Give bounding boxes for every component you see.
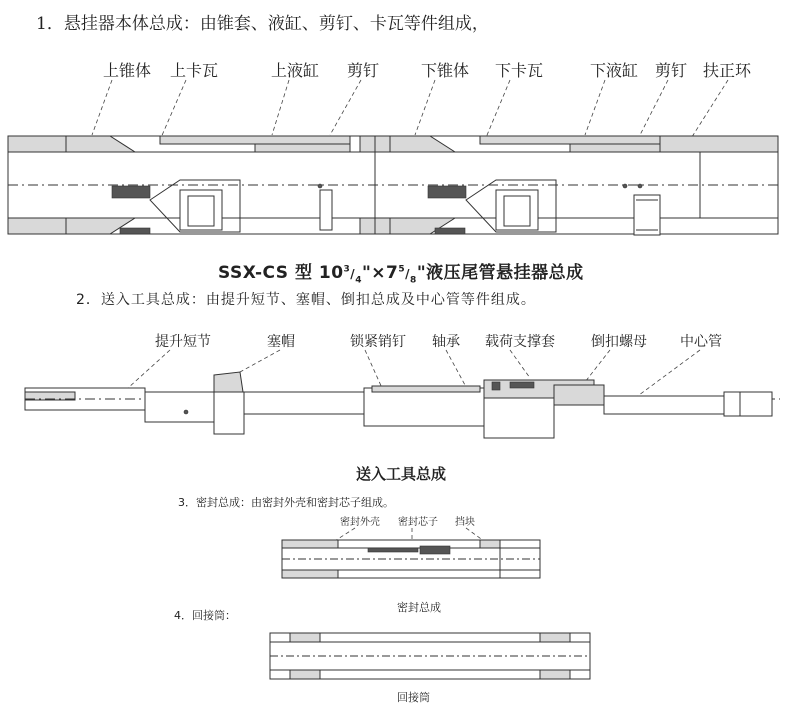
section3-heading: 3．密封总成：由密封外壳和密封芯子组成。 xyxy=(178,496,394,509)
hanger-caption-suffix: "液压尾管悬挂器总成 xyxy=(416,263,584,283)
label-lower-slip: 下卡瓦 xyxy=(495,61,544,80)
label-bearing: 轴承 xyxy=(432,334,460,350)
label-upper-cone: 上锥体 xyxy=(103,61,152,80)
hanger-caption-prefix: SSX-CS 型 10 xyxy=(218,263,344,283)
label-lift-sub: 提升短节 xyxy=(155,334,211,350)
label-shear-pin-1: 剪钉 xyxy=(347,61,380,80)
hanger-caption: SSX-CS 型 $10^3/_4"\times 7^5/_8$"液压尾管悬挂器总成 xyxy=(218,263,584,286)
tieback-caption: 回接筒 xyxy=(397,691,430,704)
hanger-caption-frac1-num: 3 xyxy=(343,264,351,275)
running-tool-caption: 送入工具总成 xyxy=(356,465,447,483)
label-load-sleeve: 载荷支撑套 xyxy=(485,334,555,350)
label-locking-pin: 锁紧销钉 xyxy=(350,334,406,350)
section2-heading: 2．送入工具总成：由提升短节、塞帽、倒扣总成及中心管等件组成。 xyxy=(76,292,536,308)
hanger-caption-frac1-den: 4 xyxy=(355,275,362,286)
label-lower-cone: 下锥体 xyxy=(421,61,470,80)
label-seal-housing: 密封外壳 xyxy=(340,517,380,528)
hanger-caption-mid: "×7 xyxy=(361,263,399,283)
label-plug-cap: 塞帽 xyxy=(267,334,295,350)
section1-heading: 1．悬挂器本体总成：由锥套、液缸、剪钉、卡瓦等件组成， xyxy=(36,14,489,34)
label-upper-cylinder: 上液缸 xyxy=(271,61,320,80)
label-lower-cylinder: 下液缸 xyxy=(590,61,639,80)
label-release-nut: 倒扣螺母 xyxy=(591,334,647,350)
hanger-caption-frac2-num: 5 xyxy=(398,264,406,275)
label-center-pipe: 中心管 xyxy=(680,334,722,350)
label-shear-pin-2: 剪钉 xyxy=(655,61,688,80)
label-upper-slip: 上卡瓦 xyxy=(170,61,219,80)
tieback-receptacle-body xyxy=(270,633,590,679)
hanger-caption-frac2-den: 8 xyxy=(410,275,417,286)
label-seal-core: 密封芯子 xyxy=(398,517,438,528)
label-centralizer-ring: 扶正环 xyxy=(703,61,752,80)
label-stop-block: 挡块 xyxy=(455,517,475,528)
seal-caption: 密封总成 xyxy=(397,601,441,614)
section4-heading: 4．回接筒： xyxy=(174,609,236,622)
